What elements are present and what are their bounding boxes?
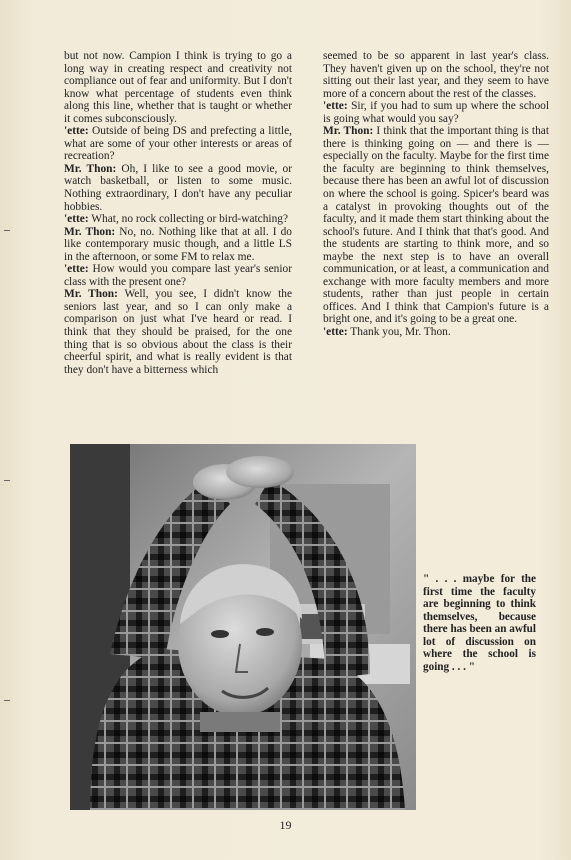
speaker-label: 'ette: [323,100,348,113]
page-number: 19 [279,818,292,832]
speaker-label: 'ette: [64,263,89,276]
interview-column-left [64,50,292,376]
speaker-label: 'ette: [64,213,89,226]
paragraph [64,226,292,264]
paragraph [64,50,292,125]
pull-quote: " . . . maybe for the first time the faculty are beginning to think themselves, because there has been an awful lot of discussion on where the school is going . . . " [423,573,536,673]
paragraph-text: Oh, I like to see a good movie, or watch basketball, or listen to some music. Nothing extraordinary, I don't have any peculiar hobbies. [64,162,292,213]
speaker-label: 'ette: [323,326,348,339]
paragraph-text: Sir, if you had to sum up where the school is going what would you say? [323,100,549,125]
photo-illustration [70,444,416,810]
paragraph-text: Outside of being DS and prefecting a little, what are some of your other interests or areas of recreation? [64,125,292,163]
paragraph [323,125,549,326]
paragraph-text: What, no rock collecting or bird-watching? [88,213,289,226]
paragraph-text: No, no. Nothing like that at all. I do like contemporary music though, and a little LS in the afternoon, or some FM to relax me. [64,225,292,263]
paragraph-text: How would you compare last year's senior class with the present one? [64,263,292,288]
paragraph [323,50,549,100]
paragraph-text: I think that the important thing is that there is thinking going on — and there is — especially on the faculty. Maybe for the first time the faculty are beginning to think themselves, because there has been an awful lot of discussion on where the school is going. Spicer's beard was a catalyst in provoking thoughts out of the faculty, and it made them start thinking about the school's future. And I think that that's good. And the students are starting to think more, and so maybe the next step is to have an overall communication, or at least, a communication and exchange with more faculty members and more students, rather than just people in certain offices. And I think that Campion's future is a bright one, and it's going to be a great one. [323,125,549,326]
paragraph-text: seemed to be so apparent in last year's class. They haven't given up on the school, they're not sitting out their last year, and they seem to have more of a concern about the rest of the classes. [323,50,549,100]
speaker-label: Mr. Thon: [64,162,117,175]
speaker-label: Mr. Thon: [323,125,374,138]
paragraph [64,288,292,376]
margin-mark [4,230,10,231]
paragraph-text: Well, you see, I didn't know the seniors last year, and so I can only make a comparison on just what I've heard or read. I think that they should be praised, for the one thing that is so obvious about the class is their cheerful spirit, and what is really evident is that they don't have a bitterness which [64,288,293,376]
paragraph-text: but not now. Campion I think is trying to go a long way in creating respect and creativity not compliance out of fear and uniformity. But I don't know what percentage of students even think along this line, whether that is taught or whether it comes subconsciously. [64,50,292,125]
paragraph [64,163,292,213]
paragraph [323,100,549,125]
paragraph [64,263,292,288]
paragraph [64,125,292,163]
margin-mark [4,700,10,701]
speaker-label: Mr. Thon: [64,225,116,238]
paragraph [323,326,549,339]
paragraph [64,213,292,226]
speaker-label: 'ette: [64,125,89,138]
paragraph-text: Thank you, Mr. Thon. [347,326,451,339]
portrait-photo [70,444,416,810]
speaker-label: Mr. Thon: [64,288,118,301]
margin-mark [4,480,10,481]
interview-column-right [323,50,549,339]
